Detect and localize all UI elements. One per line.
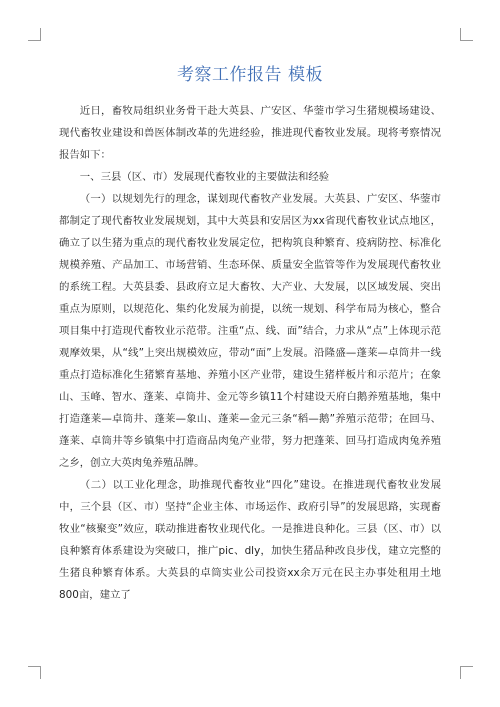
section-heading-1: 一、三县（区、市）发展现代畜牧业的主要做法和经验 [79, 171, 330, 183]
crop-mark-top-right [460, 28, 473, 41]
crop-mark-top-left [28, 28, 41, 41]
document-body [59, 100, 441, 606]
paragraph-planning: （一）以规划先行的理念，谋划现代畜牧产业发展。大英县、广安区、华蓥市都制定了现代畜牧业发展规划，其中大英县和安居区为xx省现代畜牧业试点地区，确立了以生猪为重点的现代畜牧业发展定位，把构筑良种繁育、疫病防控、标准化规模养殖、产品加工、市场营销、生态环保、质量安全监管等作为发展现代畜牧业的系统工程。大英县委、县政府立足大畜牧、大产业、大发展，以区域发展、突出重点为原则，以规范化、集约化发展为前提，以统一规划、科学布局为核心，整合项目集中打造现代畜牧业示范带。注重“点、线、面”结合，力求从“点”上体现示范观摩效果，从“线”上突出规模效应，带动“面”上发展。沿隆盛—蓬莱—卓筒井一线重点打造标准化生猪繁育基地、养殖小区产业带，建设生猪样板片和示范片；在象山、玉峰、智水、蓬莱、卓筒井、金元等乡镇11个村建设天府白鹅养殖基地，集中打造蓬莱—卓筒井、蓬莱—象山、蓬莱—金元三条“稻—鹅”养殖示范带；在回马、蓬莱、卓筒井等乡镇集中打造商品肉兔产业带，努力把蓬莱、回马打造成肉兔养殖之乡，创立大英肉兔养殖品牌。 [59, 193, 441, 469]
paragraph-intro: 近日，畜牧局组织业务骨干赴大英县、广安区、华蓥市学习生猪规模场建设、现代畜牧业建设和兽医体制改革的先进经验，推进现代畜牧业发展。现将考察情况报告如下： [59, 105, 441, 161]
document-title: 考察工作报告 模板 [177, 65, 323, 85]
paragraph-industrialization: （二）以工业化理念，助推现代畜牧业“四化”建设。在推进现代畜牧业发展中，三个县（区、市）坚持“企业主体、市场运作、政府引导”的发展思路，实现畜牧业“核聚变”效应，联动推进畜牧业现代化。一是推进良种化。三县（区、市）以良种繁育体系建设为突破口，推广pic、dly，加快生猪品种改良步伐，建立完整的生猪良种繁育体系。大英县的卓筒实业公司投资xx余万元在民主办事处租用土地800亩，建立了 [59, 479, 441, 601]
crop-mark-bottom-left [28, 666, 41, 679]
crop-mark-bottom-right [460, 666, 473, 679]
